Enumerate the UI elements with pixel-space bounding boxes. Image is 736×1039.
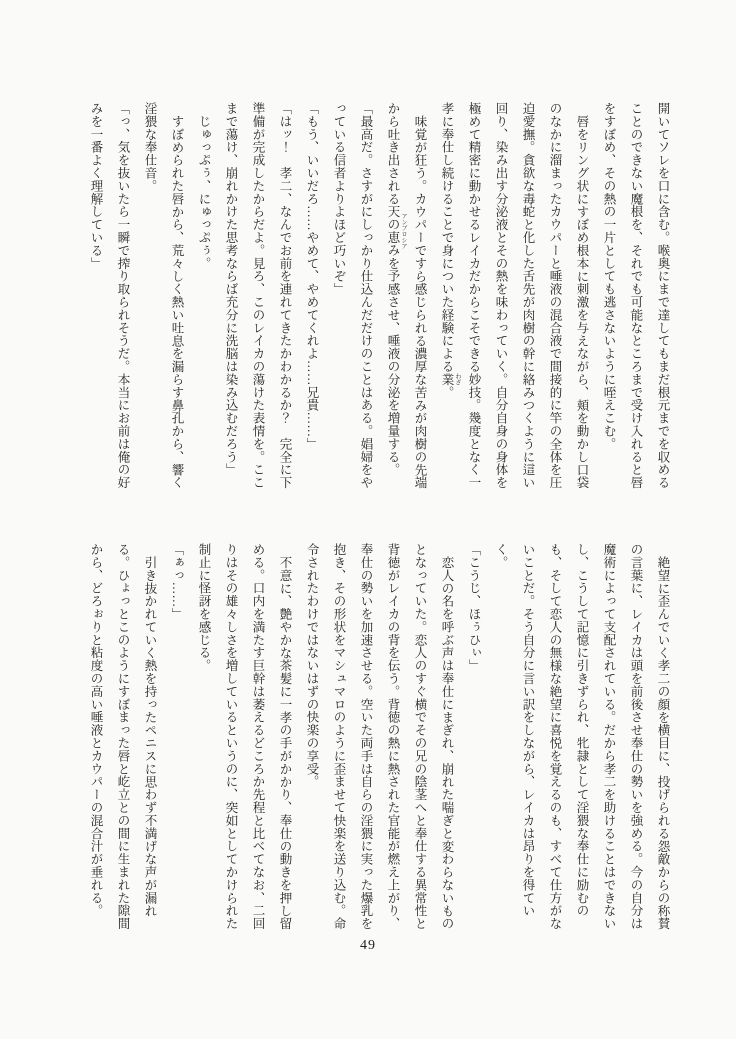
text-line: から吐き出される天の恵み アンブロシアを予感させ、唾液の分泌を増量する。 (386, 102, 406, 477)
furigana-annotation: 業 わざ (440, 372, 460, 386)
text-line: し、こうして記憶に引きずられ、牝隷として淫猥な奉仕に励むの (575, 543, 589, 918)
text-line: ことのできない魔根を、それでも可能なところまで受け入れると唇 (629, 102, 643, 489)
text-line: 開いてソレを口に含む。喉奥にまで達してもまだ根元までを収める (656, 102, 670, 489)
text-line: 恋人の名を呼ぶ声は奉仕にまぎれ、崩れた喘ぎと変わらないもの (440, 555, 454, 930)
text-line: 「はッ！ 孝二、なんでお前を連れてきたかわかるか？ 完全に下 (278, 102, 292, 489)
text-line: すぼめられた唇から、荒々しく熱い吐息を漏らす鼻孔から、響く (170, 114, 184, 489)
text-line: りはその雄々しさを増しているというのに、突如としてかけられた (224, 543, 238, 930)
text-line: 孝に奉仕し続けることで身についた経験による業 わざ。 (440, 102, 460, 399)
upper-text-block (82, 102, 676, 498)
lower-text-block (82, 543, 676, 939)
text-line: みを一番よく理解している」 (89, 102, 103, 270)
text-line: める。口内を満たす巨幹は萎えるどころか先程と比べてなお、二回 (251, 543, 265, 930)
text-line: となっていた。恋人のすぐ横でその兄の陰茎へと奉仕する異常性と (413, 543, 427, 930)
text-line: のなかに溜まったカウパーと唾液の混合液で間接的に竿の全体を圧 (548, 102, 562, 489)
text-line: 「こうじ、ほぅひぃ」 (467, 543, 481, 672)
text-line: 絶望に歪んでいく孝二の顔を横目に、投げられる怨敵からの称賛 (656, 555, 670, 930)
text-line: じゅっぷぅ、にゅっぷぅ。 (197, 114, 211, 270)
page-number: 49 (360, 938, 376, 953)
text-line: から、どろぉりと粘度の高い唾液とカウパーの混合汁が垂れる。 (89, 543, 103, 918)
text-line: 令されたわけではないはずの快楽の享受。 (305, 543, 319, 789)
text-line: 「もう、いいだろ……やめて、やめてくれよ……兄貴……」 (305, 102, 319, 451)
text-line: 「最高だ。さすがにしっかり仕込んだだけのことはある。娼婦をや (359, 102, 373, 489)
text-line: 極めて精密に動かせるレイカだからこそできる妙技。幾度となく一 (467, 102, 481, 489)
text-line: る。ひょっとこのようにすぼまった唇と屹立との間に生まれた隙間 (116, 543, 130, 930)
text-line: っている信者よりよほど巧いぞ」 (332, 102, 346, 296)
text-line: いことだ。そう自分に言い訳をしながら、レイカは昂りを得てい (521, 543, 535, 918)
furigana-annotation: 天の恵み アンブロシア (386, 205, 406, 257)
text-line: の言葉に、レイカは頭を前後させ奉仕の勢いを強める。今の自分は (629, 543, 643, 930)
text-line: 「っ、気を抜いたら一瞬で搾り取られそうだ。本当にお前は俺の好 (116, 102, 130, 489)
text-line: 抱き、その形状をマシュマロのように歪ませて快楽を送り込む。命 (332, 543, 346, 930)
text-line: 唇をリング状にすぼめ根本に刺激を与えながら、頬を動かし口袋 (575, 114, 589, 489)
text-line: 不意に、艶やかな茶髪に一孝の手がかかり、奉仕の動きを押し留 (278, 555, 292, 930)
text-line: 「ぁっ……」 (170, 543, 184, 621)
text-line: 味覚が狂う。カウパーですら感じられる濃厚な苦みが肉樹の先端 (413, 114, 427, 489)
text-line: をすぼめ、その熱の一片としても逃さないように咥えこむ。 (602, 102, 616, 451)
text-line: 淫猥な奉仕音。 (143, 102, 157, 193)
text-line: 魔術によって支配されている。だから孝二を助けることはできない (602, 543, 616, 930)
text-line: まで蕩け、崩れかけた思考ならば充分に洗脳は染み込むだろう」 (224, 102, 238, 477)
text-line: 準備が完成したからだよ。見ろ、このレイカの蕩けた表情を。ここ (251, 102, 265, 489)
text-line: 背徳がレイカの背を伝う。背徳の熱に熱された官能が燃え上がり、 (386, 543, 400, 930)
text-line: 引き抜かれていく熱を持ったペニスに思わず不満げな声が漏れ (143, 555, 157, 917)
text-line: 回り、染み出す分泌液とその熱を味わっていく。自分自身の身体を (494, 102, 508, 489)
text-line: く。 (494, 543, 508, 569)
text-line: 制止に怪訝を感じる。 (197, 543, 211, 672)
text-line: 迫愛撫。貪欲な毒蛇と化した舌先が肉樹の幹に絡みつくように這い (521, 102, 535, 489)
text-line: も、そして恋人の無様な絶望に喜悦を覚えるのも、すべて仕方がな (548, 543, 562, 930)
text-line: 奉仕の勢いを加速させる。空いた両手は自らの淫猥に実った爆乳を (359, 543, 373, 930)
